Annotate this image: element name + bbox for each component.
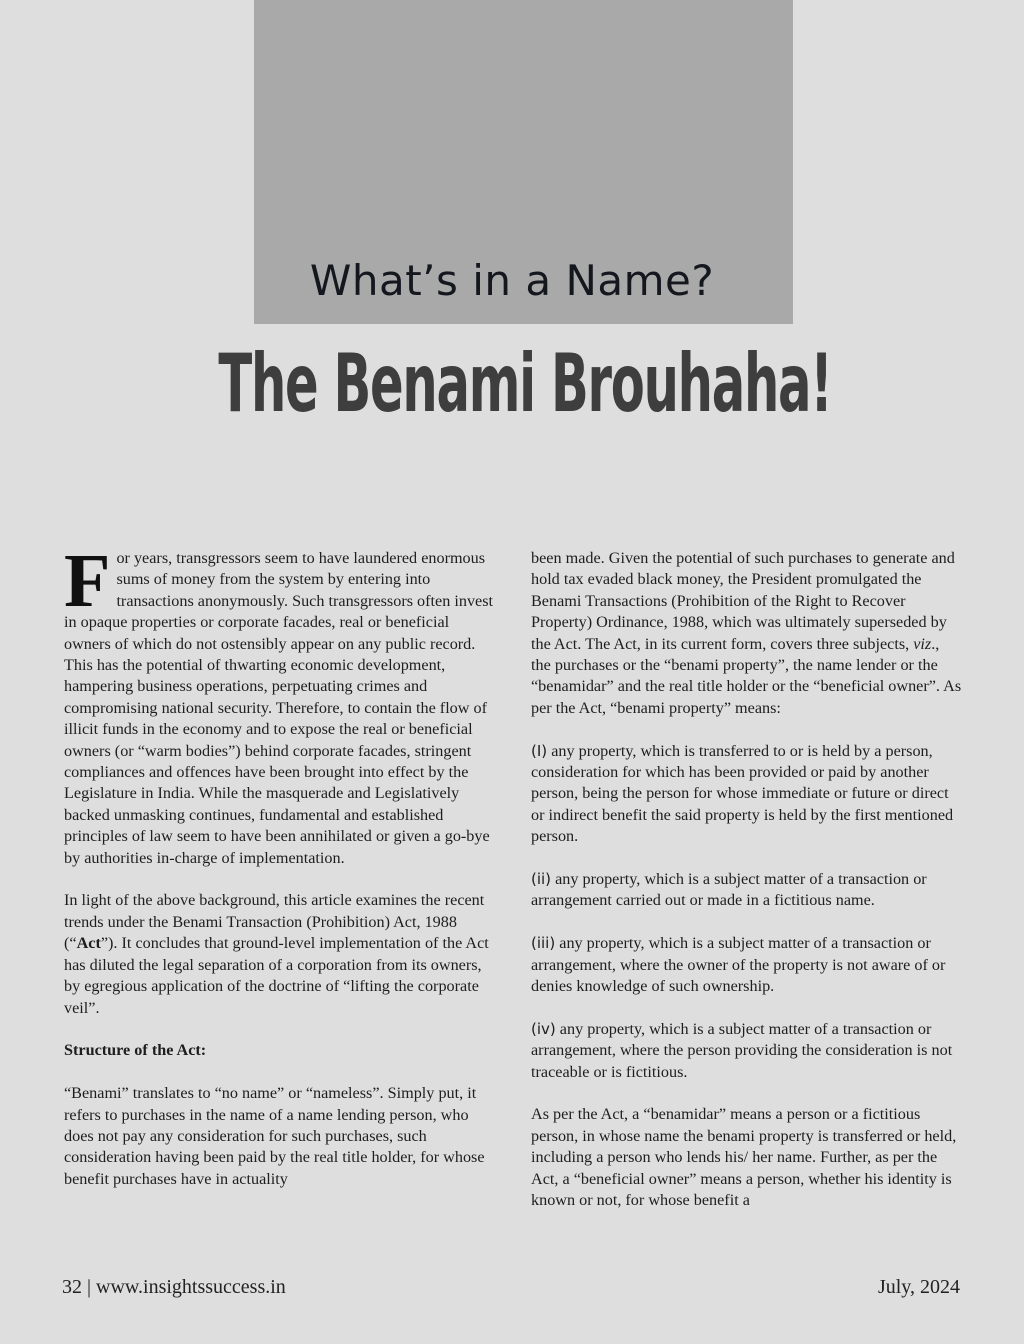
article-column-left <box>64 539 496 1190</box>
list-item-text: any property, which is transferred to or is held by a person, consideration for which has been provided or paid by another person, being the person for whose immediate or future or direct or indirect benefit the said property is held by the first mentioned person. <box>531 741 954 846</box>
article-column-right <box>531 548 963 1212</box>
list-item-number: (iv) <box>531 1019 556 1038</box>
footer-date: July, 2024 <box>877 1276 960 1298</box>
benami-definition-paragraph: “Benami” translates to “no name” or “nameless”. Simply put, it refers to purchases in the name of a name lending person, who does not pay any consideration for such purchases, such consideration having been paid by the real title holder, for whose benefit purchases have in actuality <box>64 1084 485 1188</box>
intro-paragraph <box>64 539 496 869</box>
ordinance-text-a: been made. Given the potential of such purchases to generate and hold tax evaded black money, the President promulgated the Benami Transactions (Prohibition of the Right to Recover Property) Ordinance, 1988, which was ultimately superseded by the Act. The Act, in its current form, covers three subjects, <box>531 549 955 653</box>
ordinance-paragraph <box>531 548 963 719</box>
background-text-b: ”). It concludes that ground-level implementation of the Act has diluted the legal separation of a corporation from its owners, by egregious application of the doctrine of “lifting the corporate veil”. <box>64 934 489 1017</box>
drop-cap: F <box>64 539 111 623</box>
list-item-number: (ii) <box>531 870 552 889</box>
background-paragraph <box>64 890 496 1018</box>
benamidar-paragraph: As per the Act, a “benamidar” means a person or a fictitious person, in whose name the benami property is transferred or held, including a person who lends his/ her name. Further, as per the Act, a “beneficial owner” means a person, whether his identity is known or not, for whose benefit a <box>531 1105 957 1210</box>
list-item-text: any property, which is a subject matter of a transaction or arrangement carried out or made in a fictitious name. <box>531 870 927 910</box>
list-item <box>531 1019 963 1083</box>
list-item-text: any property, which is a subject matter of a transaction or arrangement, where the person providing the consideration is not traceable or is fictitious. <box>531 1019 953 1081</box>
background-text-a: In light of the above background, this article examines the recent trends under the Benami Transaction (Prohibition) Act, 1988 (“ <box>64 891 485 953</box>
kicker-title: What’s in a Name? <box>309 256 715 305</box>
list-item <box>531 933 963 997</box>
section-heading: Structure of the Act: <box>64 1041 207 1060</box>
ordinance-text-b: ., the purchases or the “benami property”, the name lender or the “benamidar” and the real title holder or the “beneficial owner”. As per the Act, “benami property” means: <box>531 634 962 717</box>
list-item-text: any property, which is a subject matter of a transaction or arrangement, where the owner of the property is not aware of or denies knowledge of such ownership. <box>531 934 946 996</box>
list-item <box>531 741 963 848</box>
list-item <box>531 869 963 912</box>
footer-page-site: 32 | www.insightssuccess.in <box>62 1276 286 1298</box>
list-item-number: (I) <box>531 741 548 760</box>
viz-term: viz <box>913 634 932 653</box>
page-title: The Benami Brouhaha! <box>218 337 832 430</box>
act-term: Act <box>76 934 101 953</box>
intro-text: or years, transgressors seem to have laundered enormous sums of money from the system by entering into transactions anonymously. Such transgressors often invest in opaque properties or corporate facades, real or beneficial owners of which do not ostensibly appear on any public record. This has the potential of thwarting economic development, hampering business operations, perpetuating crimes and compromising national security. Therefore, to contain the flow of illicit funds in the economy and to expose the real or beneficial owners (or “warm bodies”) behind corporate facades, stringent compliances and offences have been brought into effect by the Legislature in India. While the masquerade and Legislatively backed unmasking continues, fundamental and established principles of law seem to have been annihilated or given a go-bye by authorities in-charge of implementation. <box>64 549 494 867</box>
list-item-number: (iii) <box>531 934 556 953</box>
